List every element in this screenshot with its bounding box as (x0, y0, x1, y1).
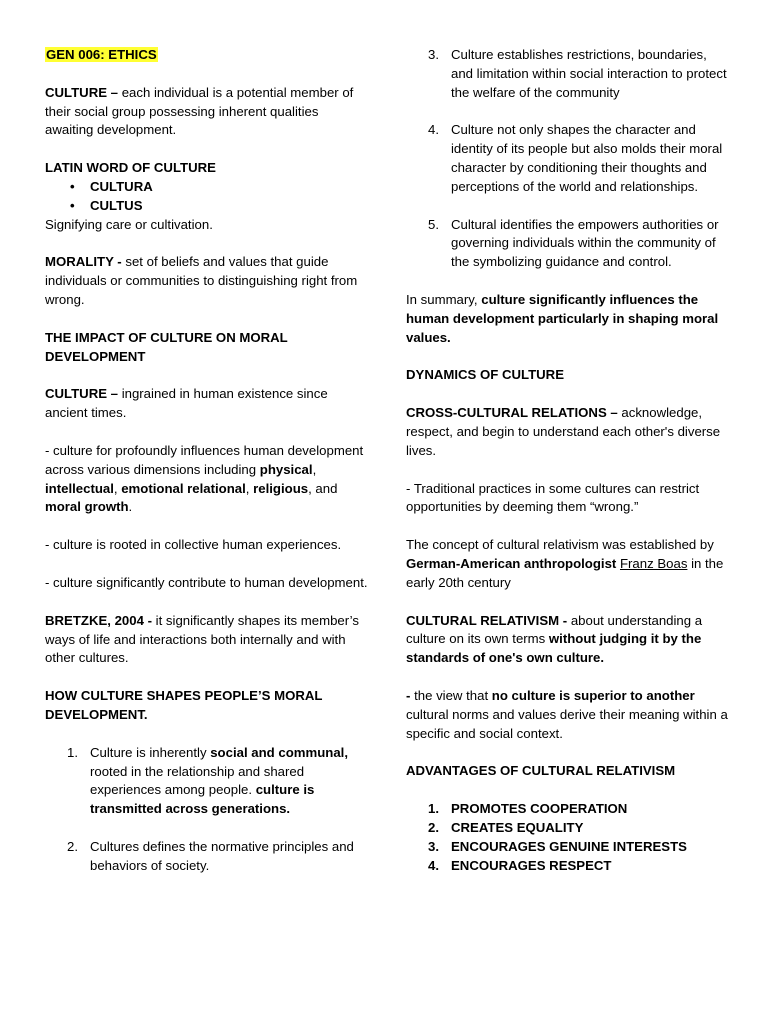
text: Culture is inherently (90, 744, 211, 760)
text: Culture not only shapes the character and identity of its people but also molds their moral character by conditioning their thoughts and perceptions of the world and relationships. (451, 122, 723, 194)
latin-word-list (45, 178, 370, 216)
bretzke-text: it significantly shapes its member’s ways of life and interactions both internally and with other cultures. (45, 612, 359, 666)
latin-word: CULTURA (90, 178, 153, 194)
traditional-practices: - Traditional practices in some cultures can restrict opportunities by deeming them “wrong.” (406, 480, 700, 515)
culture-contribute: - culture significantly contribute to human development. (45, 574, 368, 590)
list-item (406, 216, 731, 272)
culture-term: CULTURE – (45, 84, 119, 100)
ccr-text: acknowledge, respect, and begin to understand each other's diverse lives. (406, 405, 721, 458)
advantages-heading-text: ADVANTAGES OF CULTURAL RELATIVISM (406, 763, 676, 779)
text: Cultural identifies the empowers authorities or governing individuals within the community of the symbolizing guidance and control. (451, 216, 719, 270)
summary (406, 291, 731, 347)
text: - culture for profoundly influences human development across various dimensions including (45, 442, 364, 477)
culture-dimensions (45, 442, 370, 517)
culture-ingrained (45, 385, 370, 423)
advantage-text: CREATES EQUALITY (451, 819, 584, 835)
how-culture-list-continued (406, 46, 731, 272)
list-item (45, 178, 370, 197)
how-heading (45, 687, 370, 725)
franz-boas-name: Franz Boas (619, 555, 688, 571)
item-number: 3. (428, 838, 439, 854)
how-heading-text: HOW CULTURE SHAPES PEOPLE’S MORAL DEVELOPMENT. (45, 688, 323, 722)
text: The concept of cultural relativism was established by (406, 537, 714, 553)
dynamics-heading-text: DYNAMICS OF CULTURE (406, 367, 564, 383)
latin-meaning: Signifying care or cultivation. (45, 216, 213, 232)
item-number: 5. (428, 216, 439, 232)
culture-rooted: - culture is rooted in collective human experiences. (45, 537, 342, 553)
advantages-heading (406, 762, 731, 781)
text: , and (308, 480, 338, 496)
bretzke-term: BRETZKE, 2004 - (45, 612, 152, 628)
text: , (113, 480, 122, 496)
superiority-view (406, 687, 731, 743)
bold-text: religious (253, 480, 309, 496)
how-culture-list (45, 744, 370, 876)
text: in the early 20th century (406, 555, 724, 590)
item-number: 4. (428, 122, 439, 138)
bold-text: German-American anthropologist (406, 555, 617, 571)
morality-def-text: set of beliefs and values that guide individuals or communities to distinguishing right from wrong. (45, 254, 358, 307)
text: the view that (410, 687, 492, 703)
relativism-concept (406, 536, 731, 592)
list-item (45, 838, 370, 876)
course-title-block (45, 46, 370, 65)
list-item (45, 744, 370, 819)
latin-heading-text: LATIN WORD OF CULTURE (45, 160, 216, 176)
bold-text: physical (259, 461, 313, 477)
culture-ingrained-text: ingrained in human existence since ancient times. (45, 386, 328, 421)
culture-definition (45, 84, 370, 140)
bold-text: - (406, 687, 411, 703)
advantages-list (406, 800, 731, 875)
list-item (45, 197, 370, 216)
morality-term: MORALITY - (45, 254, 122, 270)
bold-text: social and communal, (210, 744, 348, 760)
bold-text: no culture is superior to another (491, 687, 695, 703)
cultural-relativism-definition (406, 612, 731, 668)
impact-heading (45, 329, 370, 367)
text: rooted in the relationship and shared experiences among people. (90, 763, 305, 798)
cr-term: CULTURAL RELATIVISM - (406, 612, 568, 628)
item-number: 2. (67, 838, 78, 854)
course-title: GEN 006: ETHICS (46, 47, 157, 62)
list-item (406, 46, 731, 102)
list-item (406, 838, 731, 857)
bold-text: moral growth (45, 499, 129, 515)
latin-word: CULTUS (90, 197, 143, 213)
bold-text: culture is transmitted across generations. (90, 782, 315, 817)
advantage-text: ENCOURAGES RESPECT (451, 857, 612, 873)
text: . (128, 499, 133, 515)
text: , (312, 461, 317, 477)
item-number: 1. (428, 801, 439, 817)
cross-cultural-relations (406, 404, 731, 460)
morality-definition (45, 253, 370, 309)
list-item (406, 819, 731, 838)
list-item (406, 800, 731, 819)
advantage-text: PROMOTES COOPERATION (451, 801, 628, 817)
text: , (245, 480, 254, 496)
bold-text: emotional relational (121, 480, 246, 496)
impact-heading-text: THE IMPACT OF CULTURE ON MORAL DEVELOPMENT (45, 329, 288, 364)
ccr-term: CROSS-CULTURAL RELATIONS – (406, 405, 618, 421)
latin-heading (45, 159, 370, 178)
advantage-text: ENCOURAGES GENUINE INTERESTS (451, 838, 687, 854)
text: about understanding a culture on its own terms (406, 612, 703, 647)
right-column (406, 46, 731, 894)
item-number: 2. (428, 819, 439, 835)
list-item (406, 857, 731, 876)
list-item (406, 121, 731, 196)
text: Culture establishes restrictions, boundaries, and limitation within social interaction to protect the welfare of the community (451, 47, 727, 100)
culture-def-text: each individual is a potential member of their social group possessing inherent qualities awaiting development. (45, 84, 354, 138)
text: In summary, (406, 291, 482, 307)
bold-text: without judging it by the standards of one's own culture. (406, 631, 702, 666)
bretzke-citation (45, 612, 370, 668)
item-number: 1. (67, 744, 78, 760)
item-number: 4. (428, 857, 439, 873)
bold-text: culture significantly influences the human development particularly in shaping moral values. (406, 291, 719, 345)
bold-text: intellectual (45, 480, 114, 496)
culture-term: CULTURE – (45, 386, 119, 402)
left-column (45, 46, 370, 895)
text: cultural norms and values derive their meaning within a specific and social context. (406, 706, 728, 741)
dynamics-heading (406, 366, 731, 385)
item-number: 3. (428, 47, 439, 62)
text: Cultures defines the normative principles and behaviors of society. (90, 838, 354, 873)
